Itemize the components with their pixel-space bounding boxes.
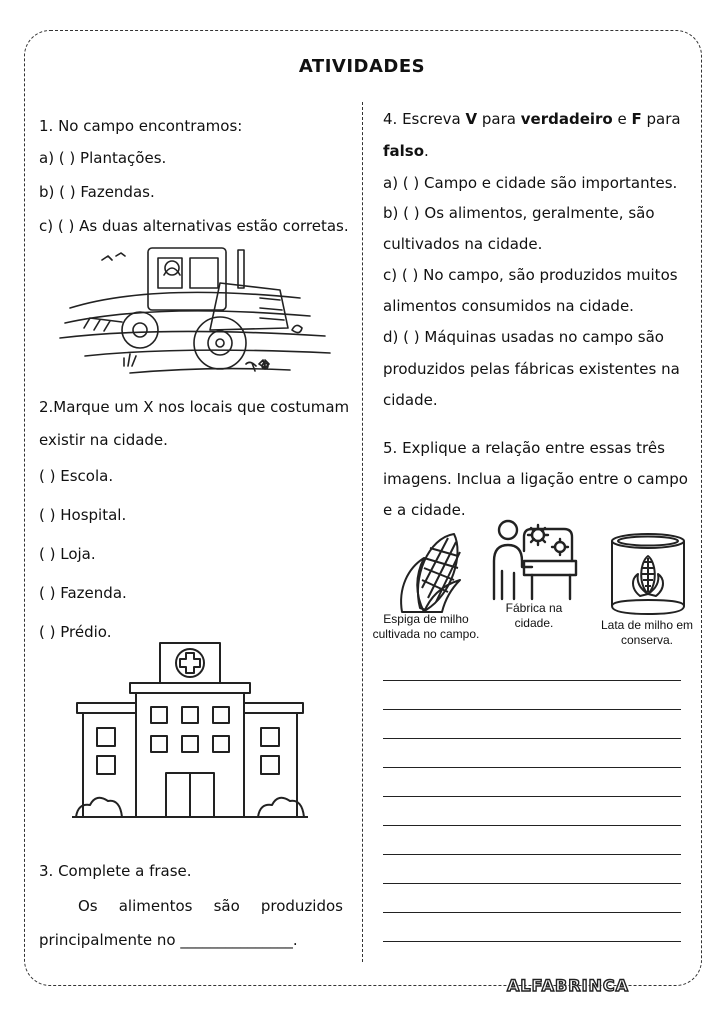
q2-option-fazenda[interactable]: ( ) Fazenda. [39,584,127,602]
answer-line[interactable] [383,738,681,739]
q1-option-c[interactable]: c) ( ) As duas alternativas estão corretas. [39,217,349,235]
answer-line[interactable] [383,680,681,681]
hospital-illustration [72,640,342,825]
answer-line[interactable] [383,709,681,710]
answer-line[interactable] [383,912,681,913]
q2-question-line2: existir na cidade. [39,431,168,449]
q3-sentence-line2[interactable]: principalmente no _______________. [39,931,298,949]
corn-caption: Espiga de milho cultivada no campo. [372,612,480,641]
corn-icon [394,528,470,614]
q2-option-escola[interactable]: ( ) Escola. [39,467,114,485]
q3-sentence-line1: Os alimentos são produzidos [78,897,343,915]
q1-question: 1. No campo encontramos: [39,117,243,135]
q4-option-a[interactable]: a) ( ) Campo e cidade são importantes. [383,174,678,192]
answer-line[interactable] [383,854,681,855]
answer-line[interactable] [383,767,681,768]
corn-can-icon [608,532,688,616]
brand-logo: ALFABRINCA [507,976,630,995]
answer-line[interactable] [383,941,681,942]
factory-icon [488,517,584,601]
q4-option-c-cont: alimentos consumidos na cidade. [383,297,634,315]
q4-question-line2: falso. [383,142,429,160]
q5-question-line3: e a cidade. [383,501,466,519]
q2-option-loja[interactable]: ( ) Loja. [39,545,96,563]
q4-option-c[interactable]: c) ( ) No campo, são produzidos muitos [383,266,678,284]
page-title: ATIVIDADES [298,56,426,77]
q4-option-d-cont2: cidade. [383,391,438,409]
can-caption: Lata de milho em conserva. [600,618,694,647]
factory-caption: Fábrica na cidade. [505,601,563,630]
q1-option-b[interactable]: b) ( ) Fazendas. [39,183,155,201]
q4-option-d-cont1: produzidos pelas fábricas existentes na [383,360,680,378]
q1-option-a[interactable]: a) ( ) Plantações. [39,149,167,167]
q5-question-line1: 5. Explique a relação entre essas três [383,439,665,457]
answer-line[interactable] [383,883,681,884]
column-divider [362,102,363,962]
q2-question-line1: 2.Marque um X nos locais que costumam [39,398,350,416]
answer-line[interactable] [383,796,681,797]
q4-option-d[interactable]: d) ( ) Máquinas usadas no campo são [383,328,664,346]
q4-option-b-cont: cultivados na cidade. [383,235,543,253]
answer-line[interactable] [383,825,681,826]
q2-option-hospital[interactable]: ( ) Hospital. [39,506,127,524]
q2-option-predio[interactable]: ( ) Prédio. [39,623,112,641]
q4-question-line1: 4. Escreva V para verdadeiro e F para [383,110,681,128]
q4-option-b[interactable]: b) ( ) Os alimentos, geralmente, são [383,204,655,222]
q5-question-line2: imagens. Inclua a ligação entre o campo [383,470,688,488]
tractor-illustration [60,238,340,388]
q3-question: 3. Complete a frase. [39,862,192,880]
